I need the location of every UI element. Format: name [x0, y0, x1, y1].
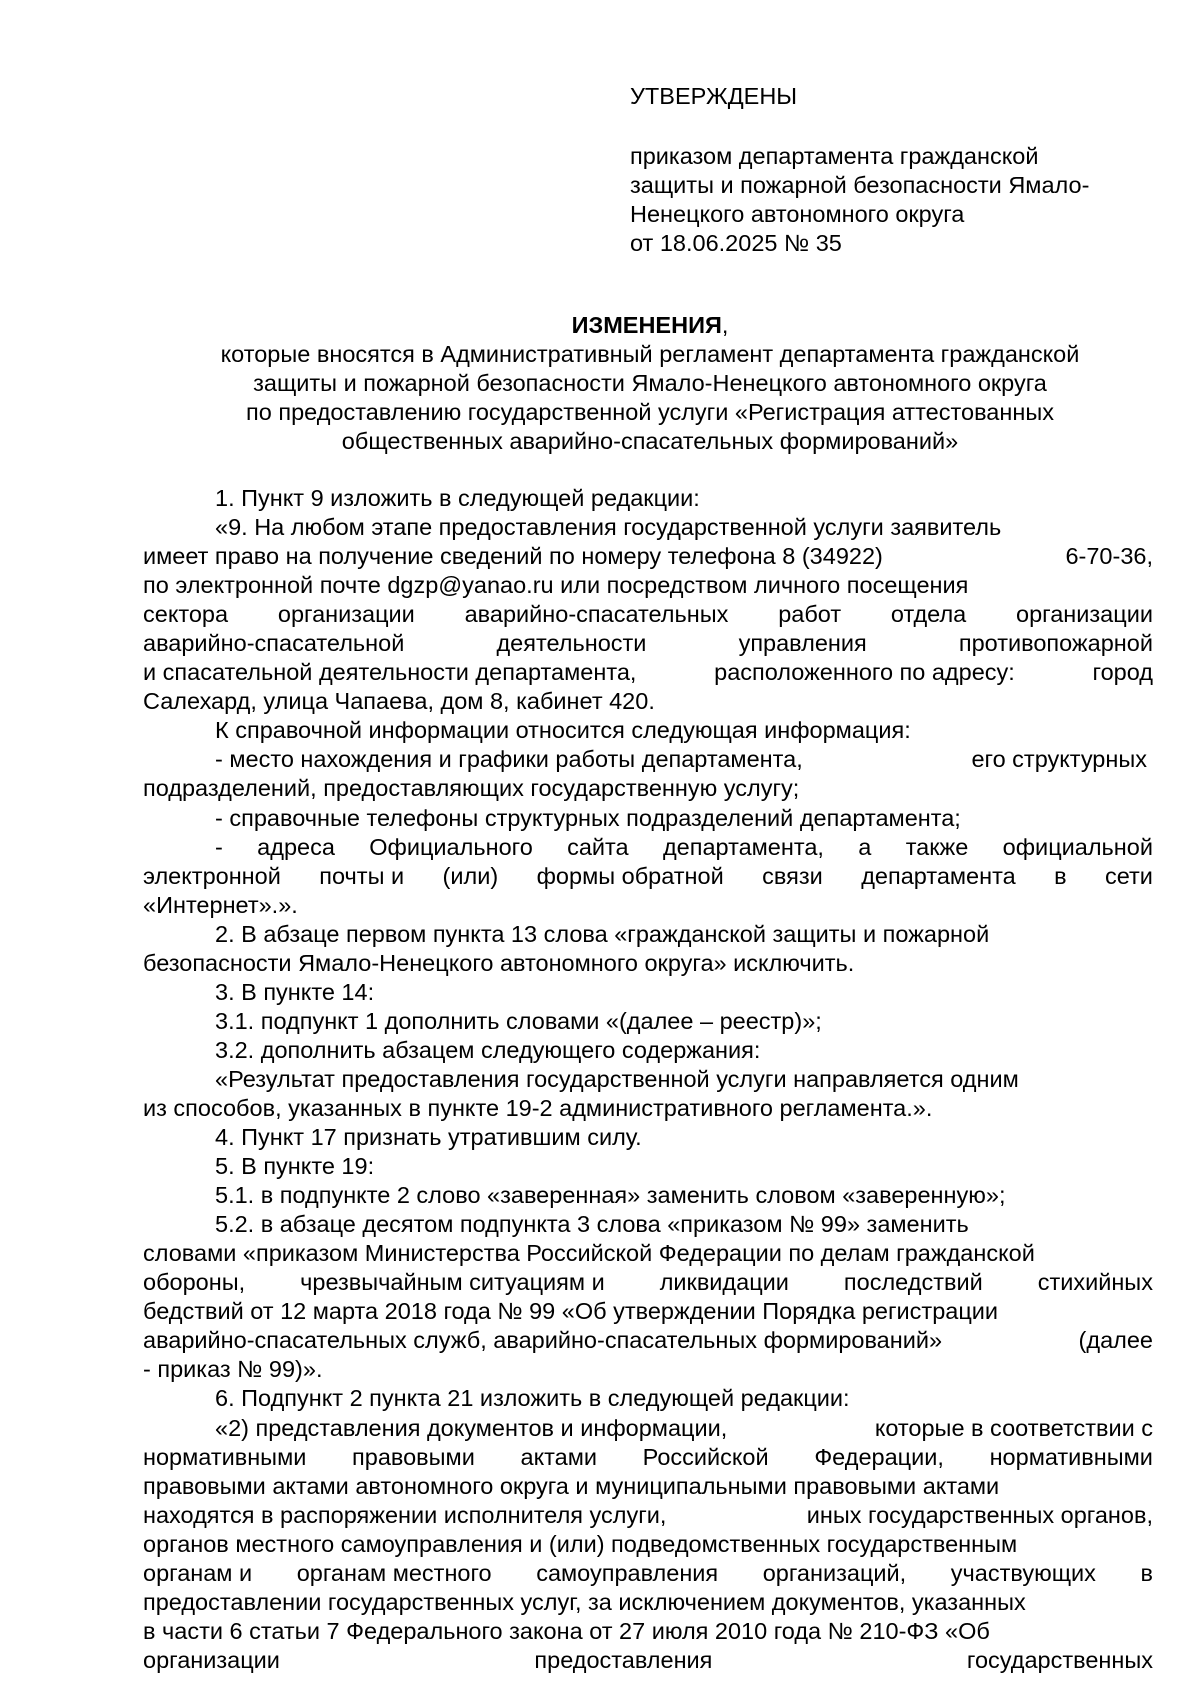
body-text-fragment: имеет право на получение сведений по номеру телефона 8 (34922) — [143, 543, 883, 570]
body-line: «Результат предоставления государственной услуги направляется одним — [215, 1065, 1019, 1092]
body-text-fragment: находятся в распоряжении исполнителя услуги, — [143, 1501, 667, 1528]
body-line — [143, 1268, 1153, 1297]
body-text-fragment: которые в соответствии с — [874, 1414, 1153, 1441]
body-text-fragment: в — [1054, 862, 1067, 889]
body-text-fragment: - место нахождения и графики работы департамента, — [215, 746, 803, 773]
body-line: словами «приказом Министерства Российской Федерации по делам гражданской — [143, 1240, 1035, 1267]
body-text-fragment: Российской — [642, 1443, 769, 1470]
body-text-fragment: органам местного — [296, 1559, 492, 1586]
body-line: 3.1. подпункт 1 дополнить словами «(далее – реестр)»; — [215, 1007, 822, 1034]
body-line: по электронной почте dgzp@yanao.ru или посредством личного посещения — [143, 572, 969, 599]
body-text-fragment: Федерации, — [814, 1443, 944, 1470]
body-line: 5.2. в абзаце десятом подпункта 3 слова «приказом № 99» заменить — [215, 1211, 969, 1238]
body-text-fragment: органам и — [143, 1559, 253, 1586]
body-text-fragment: отдела — [890, 601, 967, 628]
body-text-fragment: расположенного по адресу: — [714, 659, 1015, 686]
body-text-fragment: правовыми — [352, 1443, 475, 1470]
title-line: общественных аварийно-спасательных формирований» — [341, 428, 959, 454]
body-line — [143, 1414, 1153, 1443]
body-text-fragment: предоставления — [534, 1646, 713, 1673]
body-line: 4. Пункт 17 признать утратившим силу. — [215, 1124, 642, 1151]
body-line: 3. В пункте 14: — [215, 978, 375, 1005]
document-body — [143, 484, 1153, 1675]
body-line — [143, 745, 1153, 774]
body-text-fragment: иных государственных органов, — [806, 1501, 1153, 1528]
body-text-fragment: последствий — [843, 1269, 983, 1296]
body-text-fragment: почты и — [319, 862, 405, 889]
body-text-fragment: аварийно-спасательных — [464, 601, 729, 628]
body-text-fragment: нормативными — [143, 1443, 307, 1470]
body-line: бедствий от 12 марта 2018 года № 99 «Об утверждении Порядка регистрации — [143, 1298, 999, 1325]
approval-line: Ненецкого автономного округа — [630, 201, 965, 227]
body-line — [143, 862, 1153, 891]
approval-line: приказом департамента гражданской — [630, 143, 1039, 169]
body-text-fragment: управления — [738, 630, 867, 657]
body-text-fragment: аварийно-спасательной — [143, 630, 405, 657]
body-line — [143, 1646, 1153, 1675]
body-text-fragment: адреса — [257, 833, 335, 860]
body-text-fragment: нормативными — [989, 1443, 1153, 1470]
body-text-fragment: департамента, — [662, 833, 824, 860]
body-line — [143, 542, 1153, 571]
body-line: 6. Подпункт 2 пункта 21 изложить в следующей редакции: — [215, 1385, 850, 1412]
body-text-fragment: ликвидации — [659, 1269, 789, 1296]
body-line: из способов, указанных в пункте 19-2 административного регламента.». — [143, 1094, 933, 1121]
body-text-fragment: формы обратной — [536, 862, 724, 889]
body-text-fragment: связи — [762, 862, 823, 889]
body-text-fragment: чрезвычайным ситуациям и — [300, 1269, 605, 1296]
body-line: 3.2. дополнить абзацем следующего содержания: — [215, 1036, 761, 1063]
approval-line: от 18.06.2025 № 35 — [630, 230, 842, 256]
approval-stamp — [630, 82, 1150, 258]
title-line: защиты и пожарной безопасности Ямало-Ненецкого автономного округа — [253, 370, 1047, 396]
body-text-fragment: а — [858, 833, 872, 860]
body-text-fragment: «2) представления документов и информации, — [215, 1414, 728, 1441]
body-line: в части 6 статьи 7 Федерального закона от 27 июля 2010 года № 210-ФЗ «Об — [143, 1617, 990, 1644]
body-line: подразделений, предоставляющих государственную услугу; — [143, 775, 800, 802]
body-text-fragment: противопожарной — [958, 630, 1153, 657]
body-text-fragment: организации — [277, 601, 415, 628]
body-text-fragment: и спасательной деятельности департамента, — [143, 659, 637, 686]
body-text-fragment: сектора — [143, 601, 229, 628]
body-text-fragment: - — [215, 833, 223, 860]
body-text-fragment: электронной — [143, 862, 281, 889]
body-text-fragment: обороны, — [143, 1269, 246, 1296]
approval-heading: УТВЕРЖДЕНЫ — [630, 83, 798, 109]
body-line — [143, 1326, 1153, 1355]
body-text-fragment: стихийных — [1037, 1269, 1153, 1296]
body-line: безопасности Ямало-Ненецкого автономного округа» исключить. — [143, 949, 855, 976]
body-line — [143, 658, 1153, 687]
body-line: органов местного самоуправления и (или) подведомственных государственным — [143, 1530, 1018, 1557]
body-line: правовыми актами автономного округа и муниципальными правовыми актами — [143, 1472, 1000, 1499]
body-text-fragment: организации — [143, 1646, 280, 1673]
title-line: по предоставлению государственной услуги «Регистрация аттестованных — [246, 399, 1054, 425]
body-text-fragment: Официального — [369, 833, 533, 860]
body-text-fragment: сайта — [567, 833, 629, 860]
body-line: К справочной информации относится следующая информация: — [215, 717, 911, 744]
body-line: - справочные телефоны структурных подразделений департамента; — [215, 804, 961, 831]
body-text-fragment: также — [905, 833, 969, 860]
body-line: 2. В абзаце первом пункта 13 слова «гражданской защиты и пожарной — [215, 920, 990, 947]
body-line: «9. На любом этапе предоставления государственной услуги заявитель — [215, 514, 1002, 541]
body-line: 1. Пункт 9 изложить в следующей редакции: — [215, 485, 700, 511]
title-heading — [140, 311, 1160, 340]
body-text-fragment: актами — [520, 1443, 597, 1470]
body-text-fragment: работ — [778, 601, 842, 628]
body-text-fragment: 6-70-36, — [1065, 543, 1153, 570]
body-text-fragment: департамента — [861, 862, 1016, 889]
body-text-fragment: город — [1092, 659, 1153, 686]
title-bold: ИЗМЕНЕНИЯ — [571, 312, 722, 338]
body-text-fragment: в — [1140, 1559, 1153, 1586]
body-line: Салехард, улица Чапаева, дом 8, кабинет 420. — [143, 688, 655, 715]
body-line: «Интернет».». — [143, 891, 298, 918]
document-title — [140, 311, 1160, 456]
body-line: 5.1. в подпункте 2 слово «заверенная» заменить словом «заверенную»; — [215, 1182, 1006, 1209]
approval-line: защиты и пожарной безопасности Ямало- — [630, 172, 1090, 198]
title-comma: , — [721, 312, 729, 338]
body-line — [143, 1559, 1153, 1588]
body-line — [143, 833, 1153, 862]
body-line — [143, 1501, 1153, 1530]
body-text-fragment: организаций, — [762, 1559, 907, 1586]
body-text-fragment: самоуправления — [536, 1559, 719, 1586]
body-text-fragment: официальной — [1002, 833, 1153, 860]
body-text-fragment: (далее — [1078, 1327, 1153, 1354]
body-line: 5. В пункте 19: — [215, 1153, 375, 1180]
body-text-fragment: его структурных — [971, 746, 1147, 773]
body-line — [143, 600, 1153, 629]
title-line: которые вносятся в Административный регламент департамента гражданской — [220, 341, 1080, 367]
body-line — [143, 629, 1153, 658]
body-text-fragment: государственных — [966, 1646, 1153, 1673]
body-line: предоставлении государственных услуг, за исключением документов, указанных — [143, 1588, 1026, 1615]
body-text-fragment: деятельности — [496, 630, 647, 657]
body-text-fragment: участвующих — [950, 1559, 1096, 1586]
body-text-fragment: (или) — [442, 862, 499, 889]
body-text-fragment: сети — [1105, 862, 1153, 889]
body-line: - приказ № 99)». — [143, 1356, 323, 1383]
body-line — [143, 1443, 1153, 1472]
body-text-fragment: аварийно-спасательных служб, аварийно-спасательных формирований» — [143, 1327, 943, 1354]
body-text-fragment: организации — [1016, 601, 1153, 628]
